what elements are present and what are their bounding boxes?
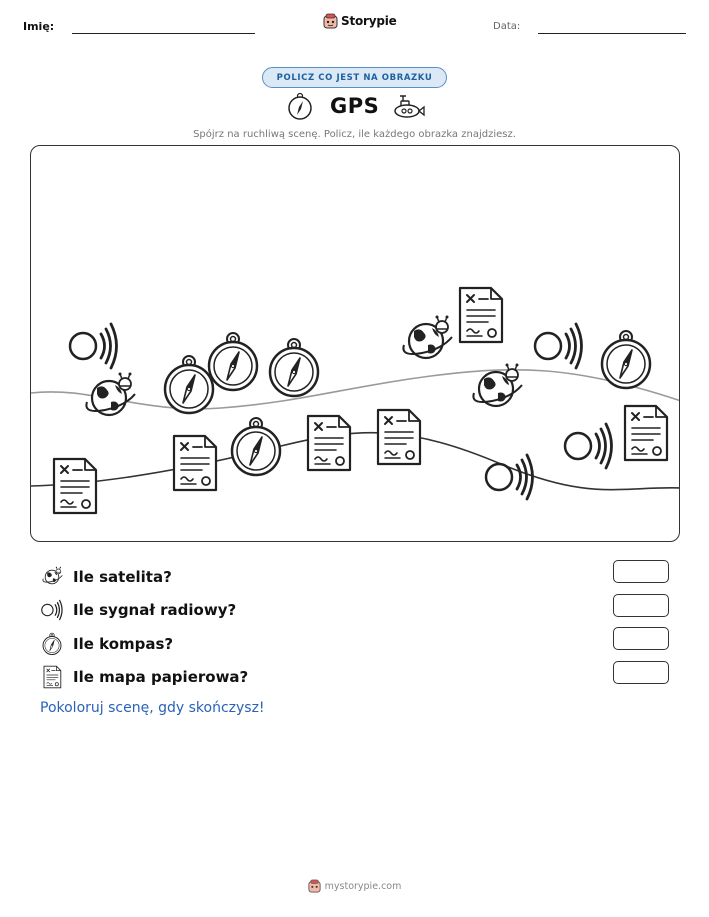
paper-map-icon [40, 665, 64, 689]
footer [0, 879, 709, 893]
questions-list [40, 560, 670, 694]
compass-icon [165, 356, 213, 413]
brand-logo [323, 13, 397, 29]
compass-icon [270, 339, 318, 396]
satellite-icon [403, 316, 452, 359]
answer-box[interactable] [613, 594, 669, 617]
radio-signal-icon [40, 598, 64, 622]
paper-map-icon [625, 406, 667, 460]
radio-signal-icon [70, 324, 117, 368]
storypie-mascot-icon [323, 13, 338, 29]
instructions: Spójrz na ruchliwą scenę. Policz, ile każdego obrazka znajdziesz. [193, 129, 516, 140]
radio-signal-icon [535, 324, 582, 368]
radio-signal-icon [486, 455, 533, 499]
compass-icon [40, 632, 64, 656]
question-text: Ile kompas? [73, 634, 174, 653]
question-row [40, 627, 670, 661]
question-text: Ile mapa papierowa? [73, 668, 249, 687]
name-line[interactable] [72, 33, 255, 34]
satellite-icon [40, 565, 64, 589]
page-title: GPS [330, 94, 380, 118]
coloring-note: Pokoloruj scenę, gdy skończysz! [40, 700, 265, 716]
paper-map-icon [174, 436, 216, 490]
footer-url[interactable]: mystorypie.com [324, 880, 402, 892]
answer-box[interactable] [613, 627, 669, 650]
date-line[interactable] [538, 33, 686, 34]
question-row [40, 560, 670, 594]
counting-scene [30, 145, 680, 542]
title-row [284, 92, 426, 122]
answer-box[interactable] [613, 560, 669, 583]
compass-icon [285, 92, 315, 122]
worksheet-badge: POLICZ CO JEST NA OBRAZKU [262, 67, 447, 88]
paper-map-icon [308, 416, 350, 470]
compass-icon [232, 418, 280, 475]
submarine-icon [392, 92, 426, 122]
question-text: Ile satelita? [73, 567, 172, 586]
paper-map-icon [378, 410, 420, 464]
question-row [40, 661, 670, 695]
radio-signal-icon [565, 424, 612, 468]
satellite-icon [86, 373, 135, 416]
answer-box[interactable] [613, 661, 669, 684]
question-text: Ile sygnał radiowy? [73, 601, 237, 620]
storypie-mascot-icon [308, 879, 321, 893]
question-row [40, 594, 670, 628]
date-label: Data: [493, 21, 521, 32]
paper-map-icon [54, 459, 96, 513]
scene-illustration [31, 146, 680, 542]
brand-name: Storypie [341, 14, 397, 28]
compass-icon [602, 331, 650, 388]
name-label: Imię: [23, 20, 55, 33]
paper-map-icon [460, 288, 502, 342]
compass-icon [209, 333, 257, 390]
